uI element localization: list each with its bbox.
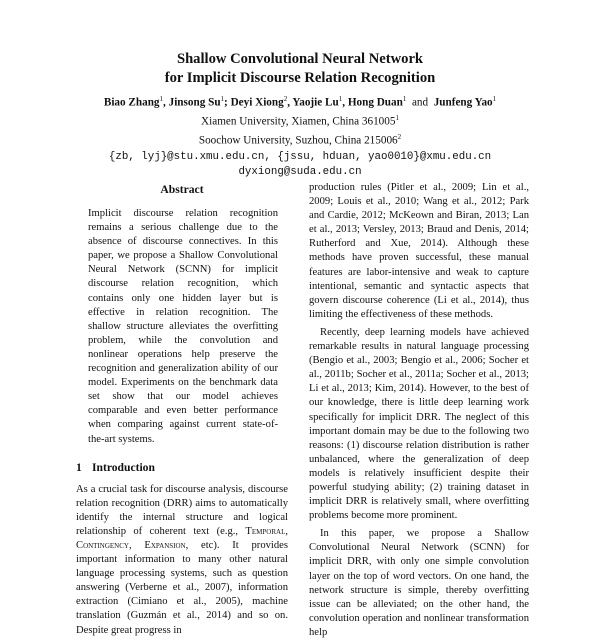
author-names: Biao Zhang$^1$, Jinsong Su$^1$; Deyi Xiong$^2$, Yaojie Lu$^1$, Hong Duan$^1$ and Junfeng Yao$^1$	[103, 95, 497, 109]
right-paragraph-3: In this paper, we propose a Shallow Convolutional Neural Network (SCNN) for implicit DRR, with only one simple convolution layer on the top of word vectors. On one hand, the network structure is simple, thereby overfitting issue can be alleviated; on the other hand, the convolution operation and nonlinear transformation help	[309, 528, 529, 638]
author-sup: 1	[338, 95, 343, 103]
section-title: Introduction	[92, 460, 155, 474]
author-sup: 1	[402, 95, 407, 103]
author-block	[0, 92, 600, 181]
author-name: Hong Duan	[347, 96, 403, 109]
section-number: 1	[76, 460, 82, 474]
paper-title	[0, 50, 600, 88]
author-sup: 1	[159, 95, 164, 103]
abstract-text: Implicit discourse relation recognition remains a serious challenge due to the absence of discourse connectives. In this paper, we propose a Shallow Convolutional Neural Network (SCNN) for implicit discourse relation recognition, which contains only one hidden layer but is effective in relation recognition. The shallow structure alleviates the overfitting problem, while the convolution and nonlinear operations help preserve the recognition and generalization ability of our model. Experiments on the benchmark data set show that our model achieves comparable and even better performance when comparing against current state-of-the-art systems.	[88, 208, 278, 445]
title-line-1: Shallow Convolutional Neural Network	[176, 51, 424, 67]
email-line-2: dyxiong@suda.edu.cn	[238, 166, 362, 179]
abstract-heading: Abstract	[160, 183, 204, 196]
intro-paragraph: As a crucial task for discourse analysis, discourse relation recognition (DRR) aims to automatically identify the internal structure and logical relationship of coherent text (e.g., Temporal, Contingency, Expansion, etc). It provides important information to many other natural language processing systems, such as question answering (Verberne et al., 2007), information extraction (Cimiano et al., 2005), machine translation (Guzmán et al., 2014) and so on. Despite great progress in	[76, 483, 288, 636]
author-name: Deyi Xiong	[230, 96, 284, 109]
affiliation-2: Soochow University, Suzhou, China 215006$^2$	[198, 133, 402, 148]
author-name: Biao Zhang	[103, 96, 160, 109]
affiliation-1: Xiamen University, Xiamen, China 361005$^1$	[201, 114, 399, 128]
title-line-2: for Implicit Discourse Relation Recognition	[164, 70, 436, 86]
email-line-1: {zb, lyj}@stu.xmu.edu.cn, {jssu, hduan, yao0010}@xmu.edu.cn	[108, 150, 492, 163]
right-column	[309, 181, 529, 640]
author-name: Yaojie Lu	[292, 96, 339, 109]
left-column	[76, 183, 288, 638]
author-sup: 2	[283, 95, 288, 103]
section-heading-introduction	[76, 461, 288, 474]
author-sup: 1	[220, 95, 225, 103]
author-sup: 1	[492, 95, 497, 103]
author-name: Jinsong Su	[168, 96, 221, 109]
author-name: Junfeng Yao	[433, 96, 493, 109]
right-paragraph-1: production rules (Pitler et al., 2009; Lin et al., 2009; Louis et al., 2010; Wang et al., 2012; Park and Cardie, 2012; McKeown and Biran, 2013; Lan et al., 2013; Versley, 2013; Braud and Denis, 2014; Rutherford and Xue, 2014). Although these methods have proven successful, these manual features are labor-intensive and weak to capture intentional, semantic and syntactic aspects that govern discourse coherence (Li et al., 2014), thus limiting the effectiveness of these methods.	[309, 182, 529, 320]
right-paragraph-2: Recently, deep learning models have achieved remarkable results in natural language processing (Bengio et al., 2003; Bengio et al., 2006; Socher et al., 2011b; Socher et al., 2011a; Socher et al., 2013; Li et al., 2013; Kim, 2014). However, to the best of our knowledge, there is little deep learning work specifically for implicit DRR. The neglect of this important domain may be due to the following two reasons: (1) discourse relation distribution is rather unbalanced, where the generalization of deep models is relatively insufficient despite their powerful studying ability; (2) training dataset in implicit DRR is relatively small, where overfitting problems become more prominent.	[309, 326, 529, 522]
